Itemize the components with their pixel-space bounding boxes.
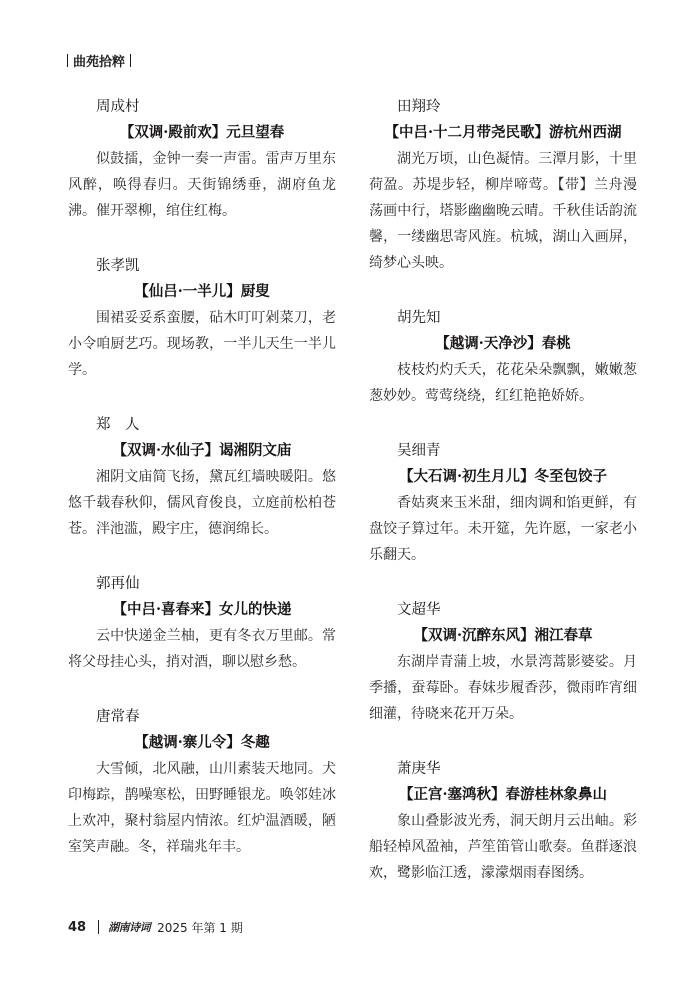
poem-title: 【双调·水仙子】谒湘阴文庙 — [112, 442, 292, 459]
poem-author: 张孝凯 — [96, 258, 140, 274]
poem-text: 似鼓擂，金钟一奏一声雷。雷声万里东风醉，唤得春归。天街锦绣垂，湖府鱼龙沸。催开翠柳，绾住红梅。 — [68, 151, 336, 219]
poem-author: 萧庚华 — [397, 761, 441, 777]
poem-title: 【仙吕·一半儿】厨叟 — [134, 283, 270, 300]
footer-separator — [98, 920, 99, 934]
poem-text: 围裙妥妥系蛮腰，砧木叮叮剁菜刀，老小令咱厨艺巧。现场教，一半儿天生一半儿学。 — [68, 310, 336, 378]
page-footer — [68, 918, 243, 936]
poem-title: 【双调·殿前欢】元旦望春 — [119, 124, 285, 141]
poem — [68, 253, 336, 383]
poem-text: 香姑爽来玉米甜，细肉调和馅更鲜，有盘饺子算过年。未开筵，先许愿，一家老小乐翻天。 — [369, 495, 637, 563]
poem — [68, 704, 336, 860]
poem-title: 【越调·天净沙】春桃 — [435, 335, 571, 352]
header-bar-right — [130, 54, 131, 67]
poem — [369, 305, 637, 409]
poem-text: 枝枝灼灼夭夭，花花朵朵飘飘，嫩嫩葱葱妙妙。莺莺绕绕，红红艳艳娇娇。 — [369, 362, 637, 404]
section-header — [67, 51, 131, 69]
poem-author: 郭再仙 — [96, 576, 140, 592]
poem-author: 田翔玲 — [397, 99, 441, 115]
poem — [369, 438, 637, 568]
right-column — [369, 94, 637, 915]
poem-text: 云中快递金兰柚，更有冬衣万里邮。常将父母挂心头，捎对酒，聊以慰乡愁。 — [68, 628, 336, 670]
poem-title: 【双调·沉醉东风】湘江春草 — [413, 627, 593, 644]
section-title: 曲苑拾粹 — [73, 54, 126, 70]
poem-title: 【大石调·初生月儿】冬至包饺子 — [398, 468, 608, 485]
left-column — [68, 94, 336, 889]
poem-text: 东湖岸青蒲上坡，水景湾蒿影婆娑。月季播，蚕莓卧。春妹步履香莎，微雨昨宵细细灌，待晓来花开万朵。 — [369, 654, 637, 722]
poem-author: 唐常春 — [96, 709, 140, 725]
poem-title: 【越调·寨儿令】冬趣 — [134, 734, 270, 751]
poem — [68, 412, 336, 542]
poem-text: 象山叠影波光秀，洞天朗月云出岫。彩船轻棹风盈袖，芦笙笛管山歌奏。鱼群逐浪欢，鹭影临江透，濛濛烟雨春图绣。 — [369, 813, 637, 881]
poem-title: 【中吕·十二月带尧民歌】游杭州西湖 — [384, 124, 622, 141]
poem-title: 【正宫·塞鸿秋】春游桂林象鼻山 — [398, 786, 608, 803]
poem — [369, 597, 637, 727]
poem — [369, 756, 637, 886]
poem-text: 湖光万顷，山色凝情。三潭月影，十里荷盈。苏堤步轻，柳岸啼莺。【带】兰舟漫荡画中行，塔影幽幽晚云晴。千秋佳话韵流馨，一缕幽思寄风旌。杭城，湖山入画屏，绮梦心头映。 — [369, 151, 637, 271]
poem — [68, 94, 336, 224]
poem-author: 文超华 — [397, 602, 441, 618]
poem-title: 【中吕·喜春来】女儿的快递 — [112, 601, 292, 618]
poem-text: 大雪倾，北风融，山川素装天地同。犬印梅踪，鹊噪寒松，田野睡银龙。唤邻娃冰上欢冲，聚村翁屋内情浓。红炉温酒暖，陋室笑声融。冬，祥瑞兆年丰。 — [68, 761, 336, 855]
poem-text: 湘阴文庙简飞扬，黛瓦红墙映暖阳。悠悠千载春秋仰，儒风育俊良，立庭前松柏苍苍。泮池滥，殿宇庄，德润绵长。 — [68, 469, 336, 537]
page-number: 48 — [68, 919, 87, 935]
poem-author: 郑 人 — [96, 417, 140, 433]
magazine-name: 湖南诗词 — [108, 921, 151, 934]
poem-author: 胡先知 — [397, 310, 441, 326]
poem-author: 吴细青 — [397, 443, 441, 459]
poem — [369, 94, 637, 276]
poem-author: 周成村 — [96, 99, 140, 115]
poem — [68, 571, 336, 675]
issue-label: 2025 年第 1 期 — [157, 920, 243, 935]
